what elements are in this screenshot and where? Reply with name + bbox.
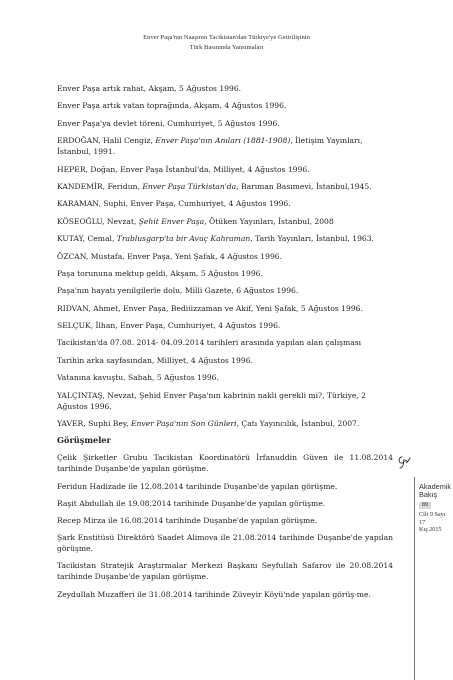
interview-list — [57, 452, 393, 599]
reference-text: Enver Paşa artık rahat, Akşam, 5 Ağustos 1996. — [57, 84, 242, 93]
reference-entry — [57, 337, 393, 348]
reference-text: Vatanına kavuştu, Sabah, 5 Ağustos 1996. — [57, 373, 219, 383]
reference-title: Şehit Enver Paşa — [138, 216, 205, 226]
reference-text: , İletişim Yayınları, İstanbul, 1991. — [57, 136, 363, 157]
interview-entry: Raşit Abdullah ile 19.08.2014 tarihinde Duşanbe'de yapılan görüşme. — [57, 498, 326, 508]
reference-text: , Çatı Yayıncılık, İstanbul, 2007. — [236, 419, 360, 429]
interview-entry: Feridun Hadizade ile 12.08.2014 tarihinde Duşanbe'de yapılan görüşme. — [57, 481, 338, 491]
reference-title: Trablusgarp'ta bir Avuç Kahraman — [116, 234, 251, 244]
reference-title: Enver Paşa Türkistan'da — [142, 181, 237, 191]
season-info: Kış 2015 — [419, 526, 442, 534]
reference-text: ÖZCAN, Mustafa, Enver Paşa, Yeni Şafak, 4 Ağustos 1996. — [57, 251, 283, 261]
reference-text: Tacikistan'da 07.08. 2014- 04.09.2014 tarihleri arasında yapılan alan çalışması — [57, 338, 362, 348]
reference-entry — [57, 233, 393, 244]
interview-entry: Zeydullah Muzafferi ile 31.08.2014 tarihinde Züveyir Köyü'nde yapılan görüş-me. — [57, 589, 371, 599]
interviews-heading: Görüşmeler — [57, 435, 111, 446]
reference-text: Enver Paşa artık vatan toprağında, Akşam, 4 Ağustos 1996. — [57, 101, 287, 111]
reference-text: Tarihin arka sayfasından, Milliyet, 4 Ağustos 1996. — [57, 355, 253, 365]
interview-entry: Şark Enstitüsü Direktörü Saadet Alimova ile 21.08.2014 tarihinde Duşanbe'de yapılan görüşme. — [57, 533, 393, 554]
reference-text: Enver Paşa'ya devlet töreni, Cumhuriyet, 5 Ağustos 1996. — [57, 118, 280, 128]
interview-entry: Tacikistan Stratejik Araştırmalar Merkezi Başkanı Seyfullah Safarov ile 20.08.2014 tarihinde Duşanbe'de yapılan görüşme. — [57, 561, 393, 582]
reference-entry — [57, 390, 393, 412]
reference-entry — [57, 418, 393, 429]
journal-logo-icon — [396, 453, 414, 471]
reference-list — [57, 83, 393, 429]
reference-entry — [57, 303, 393, 314]
reference-entry — [57, 251, 393, 262]
interview-entry: Recep Mirza ile 16.08.2014 tarihinde Duşanbe'de yapılan görüşme. — [57, 515, 318, 525]
reference-title: Enver Paşa'nın Son Günleri — [130, 419, 237, 429]
journal-name-line-1: Akademik — [419, 482, 452, 491]
reference-entry — [57, 355, 393, 366]
reference-entry — [57, 118, 393, 129]
reference-entry — [57, 285, 393, 296]
header-line-1: Enver Paşa'nın Naaşının Tacikistan'dan Türkiye'ye Getirilişinin — [143, 34, 310, 41]
reference-text: KANDEMİR, Feridun, — [57, 181, 143, 191]
reference-text: , Ötüken Yayınları, İstanbul, 2008 — [204, 216, 334, 226]
header-line-2: Türk Basınında Yansımaları — [189, 44, 264, 51]
reference-entry — [57, 372, 393, 383]
reference-entry — [57, 164, 393, 175]
reference-text: , Barıman Basımevi, İstanbul,1945. — [236, 181, 372, 191]
document-body — [57, 83, 393, 606]
reference-entry — [57, 100, 393, 111]
reference-entry — [57, 198, 393, 209]
page-number: 89 — [419, 502, 431, 509]
reference-entry — [57, 83, 393, 94]
reference-text: , Tarih Yayınları, İstanbul, 1963. — [250, 234, 374, 244]
running-header — [0, 33, 453, 53]
reference-text: KÖSEOĞLU, Nevzat, — [57, 216, 139, 226]
reference-text: ERDOĞAN, Halil Cengiz, — [57, 136, 156, 146]
reference-title: Enver Paşa'nın Anıları (1881-1908) — [155, 136, 291, 146]
reference-text: KUTAY, Cemal, — [57, 234, 117, 244]
reference-entry — [57, 216, 393, 227]
reference-text: Paşa torununa mektup geldi, Akşam, 5 Ağustos 1996. — [57, 268, 263, 278]
reference-text: Paşa'nın hayatı yenilgilerle dolu, Milli Gazete, 6 Ağustos 1996. — [57, 286, 299, 296]
reference-text: KARAMAN, Suphi, Enver Paşa, Cumhuriyet, 4 Ağustos 1996. — [57, 199, 291, 209]
reference-text: YAVER, Suphi Bey, — [57, 419, 131, 429]
reference-entry — [57, 181, 393, 192]
journal-info — [419, 483, 453, 534]
reference-entry — [57, 135, 393, 157]
reference-text: HEPER, Doğan, Enver Paşa İstanbul'da, Milliyet, 4 Ağustos 1996. — [57, 164, 310, 174]
reference-entry — [57, 268, 393, 279]
interview-entry: Çelik Şirketler Grubu Tacikistan Koordinatörü İrfanuddin Güven ile 11.08.2014 tarihinde Duşanbe'de yapılan görüşme. — [57, 453, 393, 474]
reference-text: SELÇUK, İlhan, Enver Paşa, Cumhuriyet, 4 Ağustos 1996. — [57, 321, 281, 331]
journal-name-line-2: Bakış — [419, 490, 438, 499]
reference-text: YALÇINTAŞ, Nevzat, Şehid Enver Paşa'nın kabrinin nakli gerekli mi?, Türkiye, 2 Ağustos 1996. — [57, 390, 367, 411]
reference-text: RIDVAN, Ahmet, Enver Paşa, Bediüzzaman ve Akif, Yeni Şafak, 5 Ağustos 1996. — [57, 303, 363, 313]
volume-info: Cilt 9 Sayı 17 — [419, 511, 446, 526]
reference-entry — [57, 320, 393, 331]
